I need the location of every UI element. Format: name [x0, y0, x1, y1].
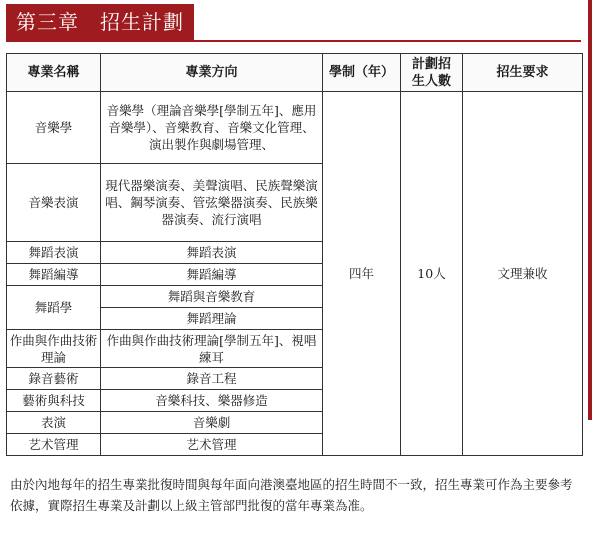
- header-quota: 計劃招生人數: [401, 54, 463, 92]
- table-header-row: [7, 54, 583, 92]
- major-direction: 艺术管理: [101, 434, 323, 456]
- footnote: 由於內地每年的招生專業批復時間與每年面向港澳臺地區的招生時間不一致，招生專業可作為主要參考依據，實際招生專業及計劃以上級主管部門批復的當年專業為准。: [10, 477, 573, 513]
- major-name: 表演: [7, 412, 101, 434]
- requirements-cell: 文理兼收: [463, 92, 583, 456]
- major-name: 作曲與作曲技術理論: [7, 330, 101, 368]
- major-direction: 音樂學（理論音樂學[學制五年]、應用音樂學）、音樂教育、音樂文化管理、演出製作與劇場管理、: [101, 92, 323, 164]
- duration-cell: 四年: [323, 92, 401, 456]
- major-name: 舞蹈編導: [7, 264, 101, 286]
- major-name: 艺术管理: [7, 434, 101, 456]
- header-requirements: 招生要求: [463, 54, 583, 92]
- major-name: 音樂表演: [7, 164, 101, 242]
- header-divider: [6, 40, 581, 42]
- major-direction: 舞蹈理論: [101, 308, 323, 330]
- quota-cell: 10人: [401, 92, 463, 456]
- major-direction: 現代器樂演奏、美聲演唱、民族聲樂演唱、鋼琴演奏、管弦樂器演奏、民族樂器演奏、流行演唱: [101, 164, 323, 242]
- major-name: 舞蹈學: [7, 286, 101, 330]
- table-row: [7, 92, 583, 164]
- chapter-title: 第三章 招生計劃: [6, 4, 194, 40]
- page-edge-rule: [588, 0, 592, 420]
- major-direction: 音樂劇: [101, 412, 323, 434]
- major-name: 藝術與科技: [7, 390, 101, 412]
- major-name: 舞蹈表演: [7, 242, 101, 264]
- header-duration: 學制（年）: [323, 54, 401, 92]
- enrollment-plan-table: [6, 53, 583, 456]
- major-direction: 舞蹈編導: [101, 264, 323, 286]
- header-major-name: 專業名稱: [7, 54, 101, 92]
- major-direction: 錄音工程: [101, 368, 323, 390]
- major-direction: 作曲與作曲技術理論[學制五年]、視唱練耳: [101, 330, 323, 368]
- header-major-direction: 專業方向: [101, 54, 323, 92]
- major-name: 錄音藝術: [7, 368, 101, 390]
- major-direction: 舞蹈表演: [101, 242, 323, 264]
- major-name: 音樂學: [7, 92, 101, 164]
- major-direction: 舞蹈與音樂教育: [101, 286, 323, 308]
- major-direction: 音樂科技、樂器修造: [101, 390, 323, 412]
